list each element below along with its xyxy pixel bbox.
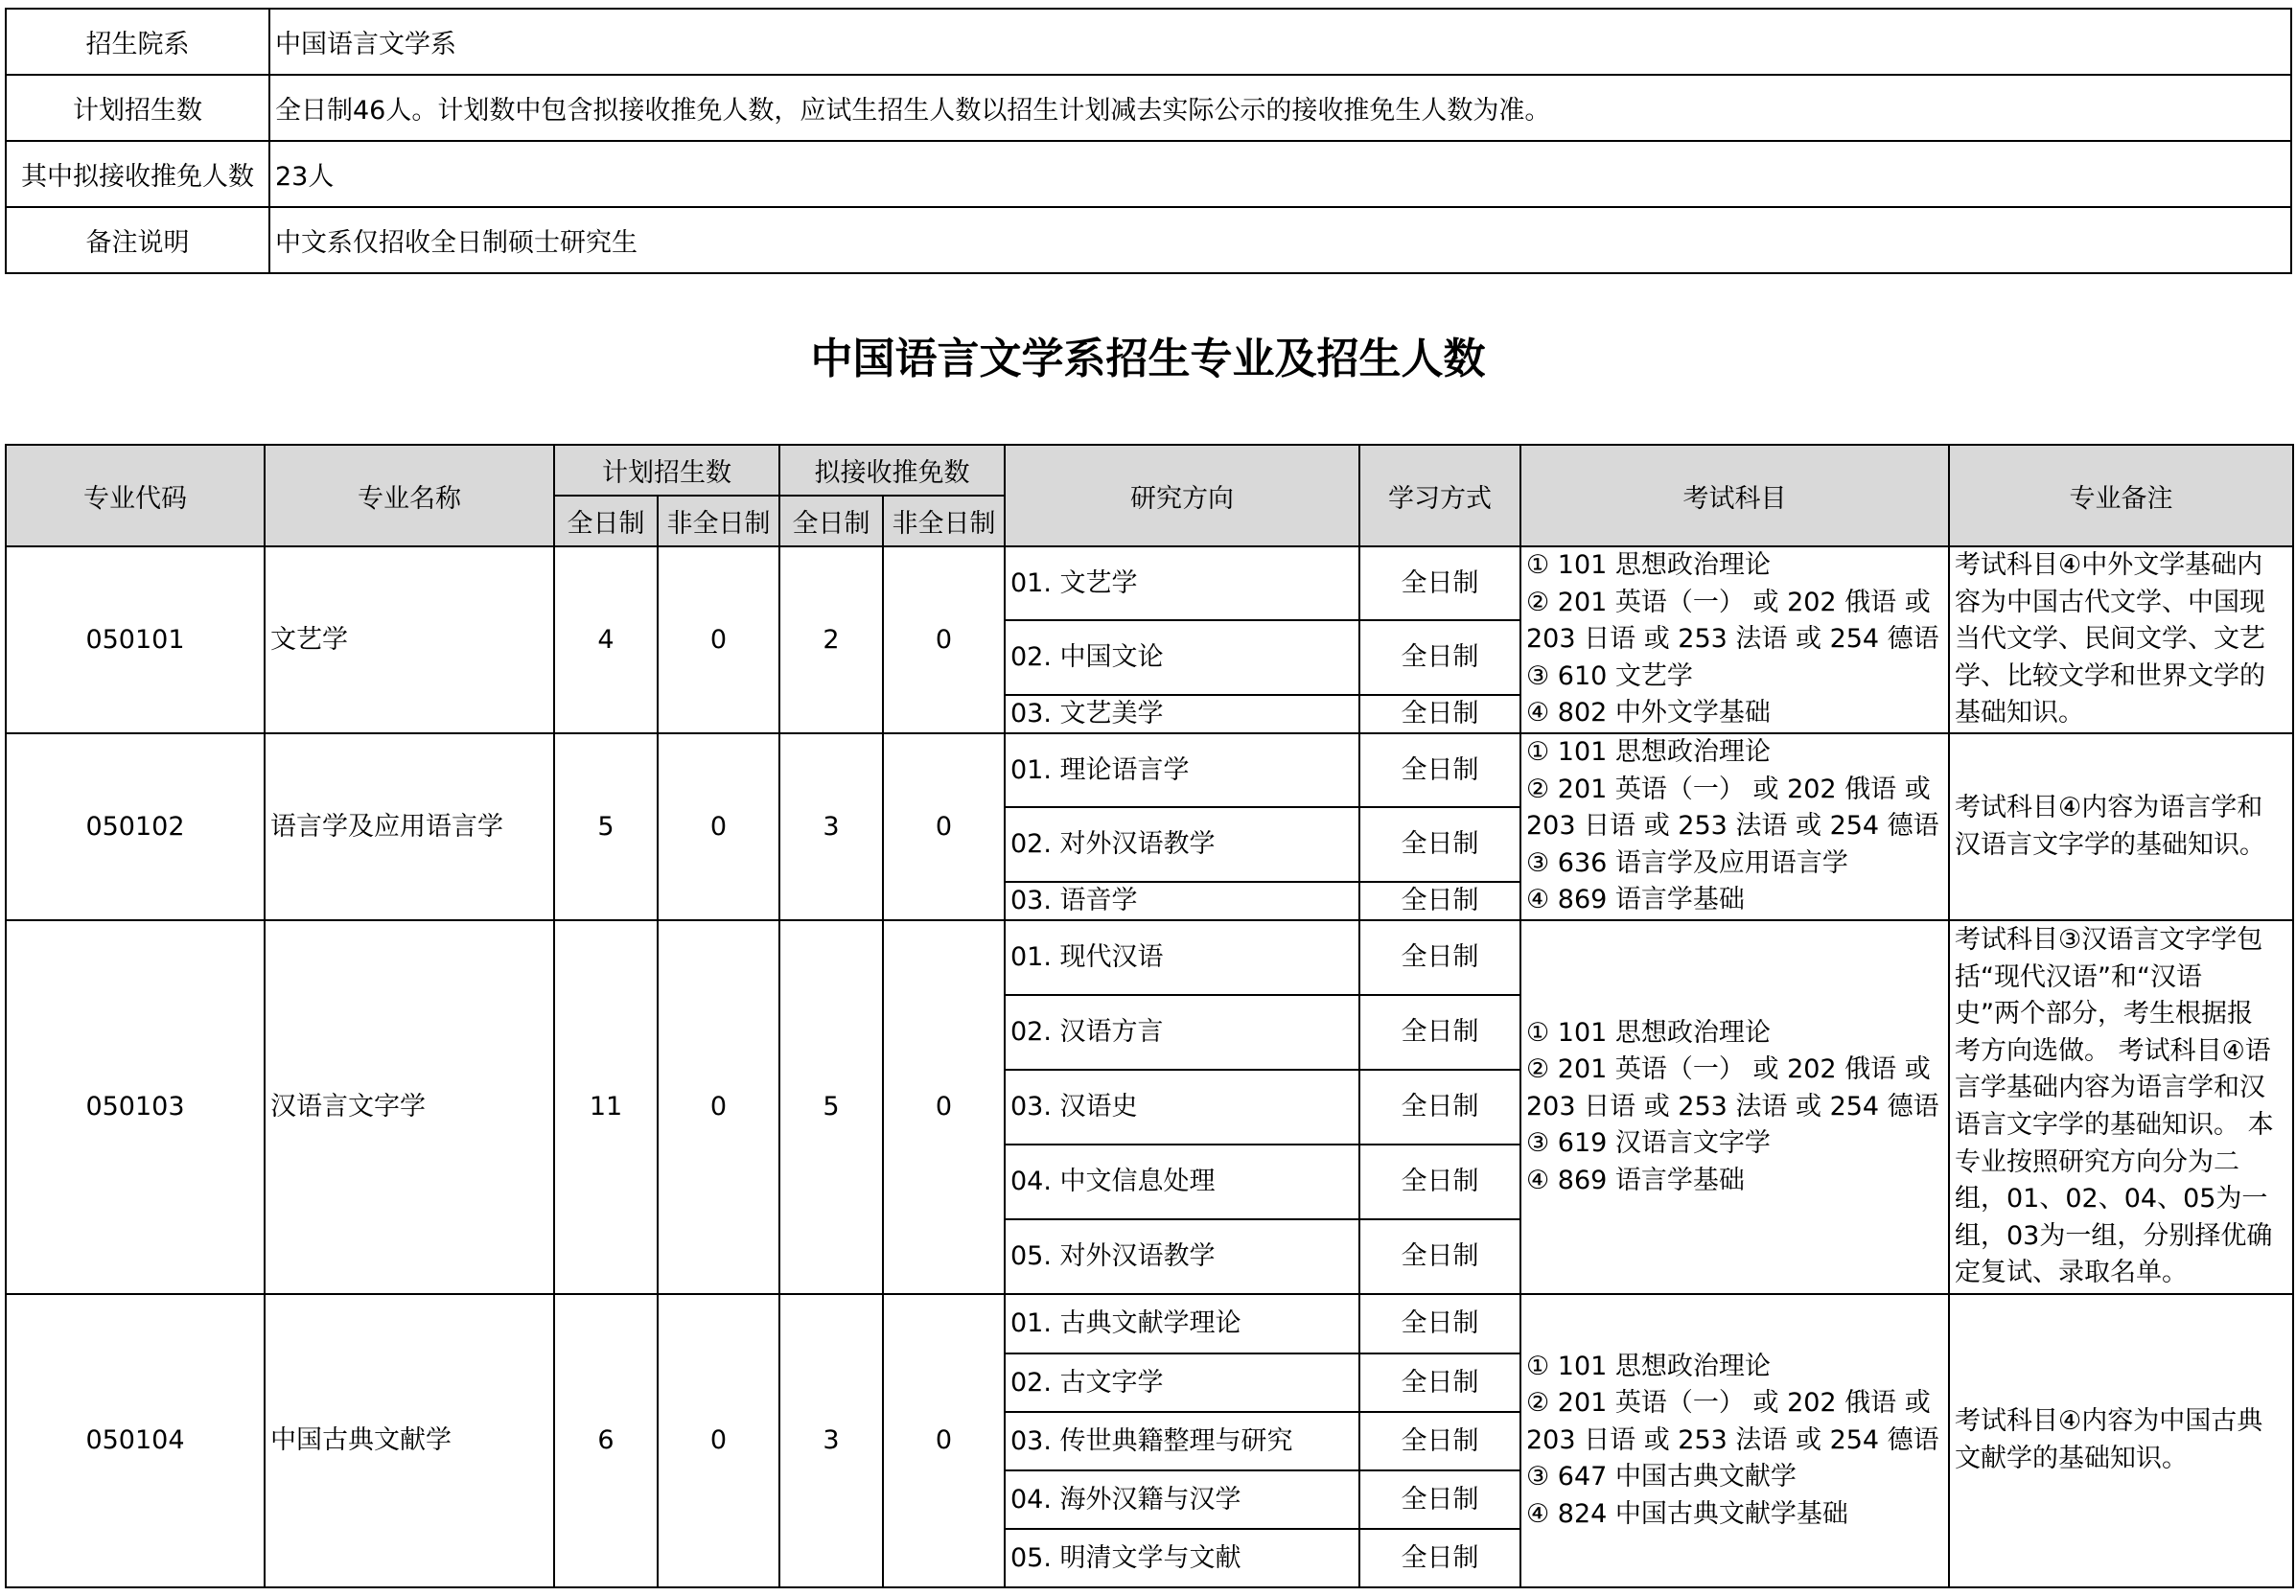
info-value: 全日制46人。计划数中包含拟接收推免人数，应试生招生人数以招生计划减去实际公示的接收推免生人数为准。 xyxy=(269,75,2291,141)
direction-name: 03. 汉语史 xyxy=(1005,1070,1359,1145)
table-row xyxy=(6,1294,2293,1353)
plan-parttime-count: 0 xyxy=(658,733,779,920)
direction-name: 05. 明清文学与文献 xyxy=(1005,1529,1359,1587)
header-direction: 研究方向 xyxy=(1005,445,1359,546)
direction-name: 01. 理论语言学 xyxy=(1005,733,1359,807)
exam-subject-line: ③ 610 文艺学 xyxy=(1526,660,1693,691)
exempt-fulltime-count: 3 xyxy=(779,733,883,920)
header-note: 专业备注 xyxy=(1949,445,2293,546)
exam-subject-line: ② 201 英语（一） 或 202 俄语 或 xyxy=(1526,1388,1931,1419)
major-enrollment-table xyxy=(5,444,2294,1588)
header-mode: 学习方式 xyxy=(1359,445,1520,546)
major-name: 文艺学 xyxy=(265,546,554,733)
exam-subject-line: ① 101 思想政治理论 xyxy=(1526,737,1771,768)
note-line: 定复试、录取名单。 xyxy=(1955,1258,2188,1288)
info-value: 中国语言文学系 xyxy=(269,9,2291,75)
plan-parttime-count: 0 xyxy=(658,1294,779,1587)
study-mode: 全日制 xyxy=(1359,1070,1520,1145)
plan-parttime-count: 0 xyxy=(658,546,779,733)
direction-name: 01. 现代汉语 xyxy=(1005,920,1359,995)
exempt-parttime-count: 0 xyxy=(883,1294,1005,1587)
exam-subject-line: ① 101 思想政治理论 xyxy=(1526,550,1771,581)
study-mode: 全日制 xyxy=(1359,1470,1520,1529)
note-line: 考试科目④内容为语言学和 xyxy=(1955,792,2263,822)
study-mode: 全日制 xyxy=(1359,1294,1520,1353)
plan-fulltime-count: 4 xyxy=(554,546,658,733)
study-mode: 全日制 xyxy=(1359,733,1520,807)
plan-fulltime-count: 6 xyxy=(554,1294,658,1587)
major-note xyxy=(1949,546,2293,733)
note-line: 汉语言文字学的基础知识。 xyxy=(1955,829,2265,860)
direction-name: 03. 传世典籍整理与研究 xyxy=(1005,1412,1359,1470)
exam-subjects xyxy=(1520,546,1949,733)
study-mode: 全日制 xyxy=(1359,920,1520,995)
note-line: 容为中国古代文学、中国现 xyxy=(1955,587,2265,617)
note-line: 组，03为一组，分别择优确 xyxy=(1955,1220,2273,1251)
study-mode: 全日制 xyxy=(1359,1145,1520,1219)
major-name: 语言学及应用语言学 xyxy=(265,733,554,920)
exam-subject-line: ④ 869 语言学基础 xyxy=(1526,885,1745,915)
info-label: 备注说明 xyxy=(6,207,269,273)
study-mode: 全日制 xyxy=(1359,1353,1520,1412)
header-plan: 计划招生数 xyxy=(554,445,779,496)
study-mode: 全日制 xyxy=(1359,695,1520,733)
direction-name: 02. 对外汉语教学 xyxy=(1005,807,1359,882)
exam-subject-line: 203 日语 或 253 法语 或 254 德语 xyxy=(1526,1424,1939,1455)
direction-name: 02. 中国文论 xyxy=(1005,620,1359,695)
note-line: 语言文字学的基础知识。 本 xyxy=(1955,1110,2274,1140)
major-note xyxy=(1949,920,2293,1294)
direction-name: 03. 文艺美学 xyxy=(1005,695,1359,733)
note-line: 文献学的基础知识。 xyxy=(1955,1444,2188,1473)
exempt-fulltime-count: 3 xyxy=(779,1294,883,1587)
note-line: 考试科目④中外文学基础内 xyxy=(1955,550,2263,581)
direction-name: 01. 古典文献学理论 xyxy=(1005,1294,1359,1353)
plan-fulltime-count: 5 xyxy=(554,733,658,920)
exempt-parttime-count: 0 xyxy=(883,733,1005,920)
note-line: 当代文学、民间文学、文艺 xyxy=(1955,624,2265,655)
note-line: 史”两个部分，考生根据报 xyxy=(1955,999,2253,1029)
exempt-fulltime-count: 5 xyxy=(779,920,883,1294)
exam-subjects xyxy=(1520,920,1949,1294)
major-code: 050104 xyxy=(6,1294,265,1587)
exam-subject-line: ① 101 思想政治理论 xyxy=(1526,1351,1771,1381)
direction-name: 01. 文艺学 xyxy=(1005,546,1359,620)
exam-subject-line: ② 201 英语（一） 或 202 俄语 或 xyxy=(1526,774,1931,804)
major-code: 050101 xyxy=(6,546,265,733)
study-mode: 全日制 xyxy=(1359,882,1520,920)
header-plan-parttime: 非全日制 xyxy=(658,496,779,546)
major-note xyxy=(1949,1294,2293,1587)
header-exempt-parttime: 非全日制 xyxy=(883,496,1005,546)
note-line: 考试科目③汉语言文字学包 xyxy=(1955,925,2263,956)
note-line: 考试科目④内容为中国古典 xyxy=(1955,1406,2263,1437)
header-row-1 xyxy=(6,445,2293,496)
exam-subject-line: ③ 647 中国古典文献学 xyxy=(1526,1462,1797,1492)
header-plan-fulltime: 全日制 xyxy=(554,496,658,546)
exam-subject-line: ④ 824 中国古典文献学基础 xyxy=(1526,1498,1848,1529)
note-line: 考方向选做。 考试科目④语 xyxy=(1955,1035,2271,1066)
info-row xyxy=(6,141,2291,207)
table-row xyxy=(6,920,2293,995)
info-row xyxy=(6,9,2291,75)
exam-subjects xyxy=(1520,733,1949,920)
plan-fulltime-count: 11 xyxy=(554,920,658,1294)
direction-name: 02. 汉语方言 xyxy=(1005,995,1359,1070)
info-value: 中文系仅招收全日制硕士研究生 xyxy=(269,207,2291,273)
major-code: 050102 xyxy=(6,733,265,920)
exam-subject-line: 203 日语 或 253 法语 或 254 德语 xyxy=(1526,1091,1939,1122)
major-code: 050103 xyxy=(6,920,265,1294)
exam-subject-line: ④ 869 语言学基础 xyxy=(1526,1165,1745,1195)
exempt-parttime-count: 0 xyxy=(883,920,1005,1294)
exam-subject-line: 203 日语 或 253 法语 或 254 德语 xyxy=(1526,624,1939,655)
major-name: 汉语言文字学 xyxy=(265,920,554,1294)
direction-name: 04. 中文信息处理 xyxy=(1005,1145,1359,1219)
study-mode: 全日制 xyxy=(1359,995,1520,1070)
note-line: 言学基础内容为语言学和汉 xyxy=(1955,1073,2265,1103)
direction-name: 03. 语音学 xyxy=(1005,882,1359,920)
exam-subject-line: ④ 802 中外文学基础 xyxy=(1526,698,1771,729)
study-mode: 全日制 xyxy=(1359,1412,1520,1470)
info-value: 23人 xyxy=(269,141,2291,207)
header-code: 专业代码 xyxy=(6,445,265,546)
header-exempt: 拟接收推免数 xyxy=(779,445,1005,496)
exam-subjects xyxy=(1520,1294,1949,1587)
info-row xyxy=(6,207,2291,273)
direction-name: 05. 对外汉语教学 xyxy=(1005,1219,1359,1294)
header-exam: 考试科目 xyxy=(1520,445,1949,546)
study-mode: 全日制 xyxy=(1359,546,1520,620)
exam-subject-line: ③ 619 汉语言文字学 xyxy=(1526,1128,1771,1159)
major-note xyxy=(1949,733,2293,920)
enrollment-info-table xyxy=(5,8,2292,274)
direction-name: 04. 海外汉籍与汉学 xyxy=(1005,1470,1359,1529)
study-mode: 全日制 xyxy=(1359,1219,1520,1294)
plan-parttime-count: 0 xyxy=(658,920,779,1294)
major-name: 中国古典文献学 xyxy=(265,1294,554,1587)
note-line: 专业按照研究方向分为二 xyxy=(1955,1146,2239,1177)
info-label: 招生院系 xyxy=(6,9,269,75)
note-line: 学、比较文学和世界文学的 xyxy=(1955,660,2265,691)
study-mode: 全日制 xyxy=(1359,620,1520,695)
note-line: 括“现代汉语”和“汉语 xyxy=(1955,961,2202,992)
exam-subject-line: ② 201 英语（一） 或 202 俄语 或 xyxy=(1526,587,1931,617)
header-name: 专业名称 xyxy=(265,445,554,546)
page-title: 中国语言文学系招生专业及招生人数 xyxy=(810,335,1486,383)
note-line: 基础知识。 xyxy=(1955,698,2084,729)
exempt-parttime-count: 0 xyxy=(883,546,1005,733)
study-mode: 全日制 xyxy=(1359,1529,1520,1587)
study-mode: 全日制 xyxy=(1359,807,1520,882)
exam-subject-line: 203 日语 或 253 法语 或 254 德语 xyxy=(1526,811,1939,842)
note-line: 组，01、02、04、05为一 xyxy=(1955,1184,2268,1214)
table-row xyxy=(6,733,2293,807)
exam-subject-line: ① 101 思想政治理论 xyxy=(1526,1017,1771,1048)
exam-subject-line: ② 201 英语（一） 或 202 俄语 或 xyxy=(1526,1054,1931,1085)
info-label: 计划招生数 xyxy=(6,75,269,141)
exempt-fulltime-count: 2 xyxy=(779,546,883,733)
table-row xyxy=(6,546,2293,620)
header-exempt-fulltime: 全日制 xyxy=(779,496,883,546)
info-label: 其中拟接收推免人数 xyxy=(6,141,269,207)
exam-subject-line: ③ 636 语言学及应用语言学 xyxy=(1526,847,1848,878)
direction-name: 02. 古文字学 xyxy=(1005,1353,1359,1412)
info-row xyxy=(6,75,2291,141)
